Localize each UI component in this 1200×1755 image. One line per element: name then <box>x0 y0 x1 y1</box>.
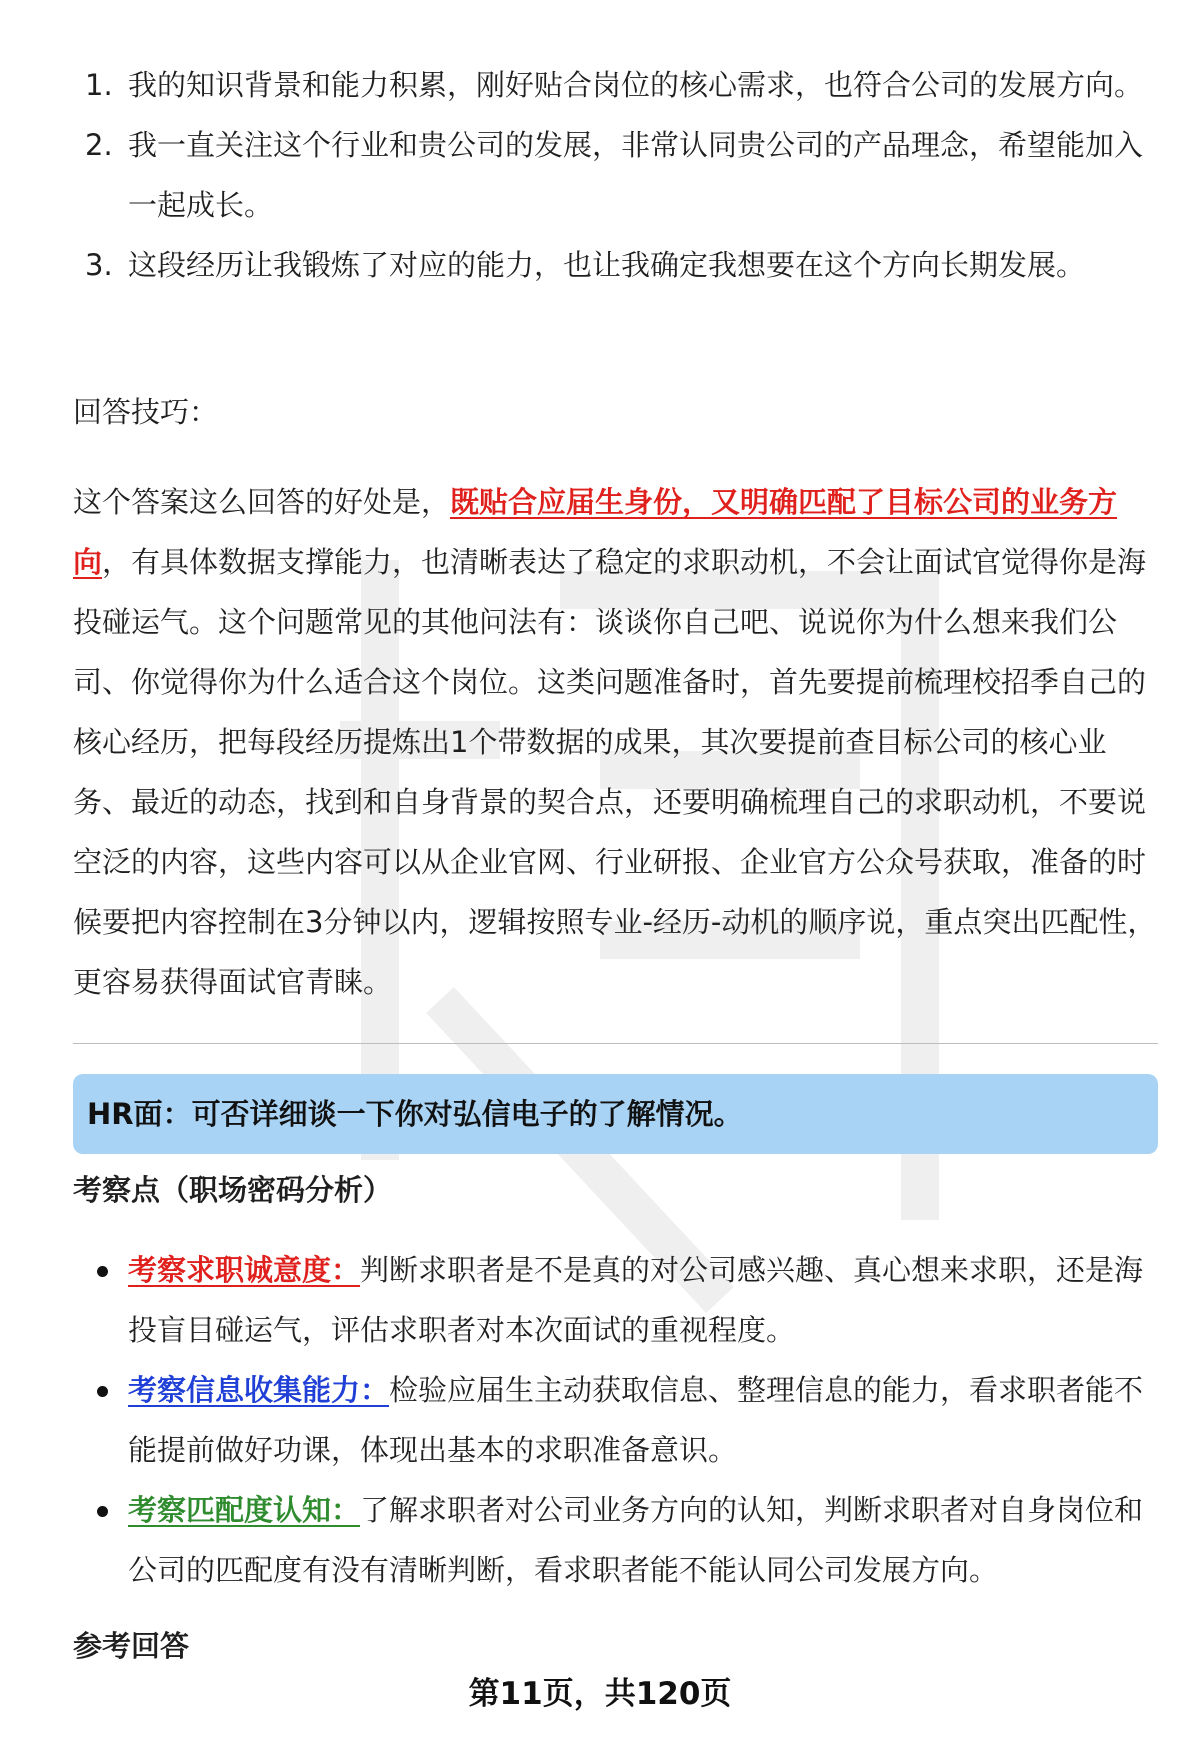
point-text: 判断求职者是不是真的对公司感兴趣、真心想来求职，还是海投盲目碰运气，评估求职者对本次面试的重视程度。 <box>128 1253 1144 1347</box>
tips-heading: 回答技巧： <box>73 395 219 429</box>
bullet-list <box>73 1240 1158 1600</box>
point-text: 检验应届生主动获取信息、整理信息的能力，看求职者能不能提前做好功课，体现出基本的求职准备意识。 <box>128 1373 1144 1467</box>
list-item-text: 这段经历让我锻炼了对应的能力，也让我确定我想要在这个方向长期发展。 <box>128 248 1086 282</box>
bullet-icon <box>97 1386 108 1397</box>
hr-question-box: HR面：可否详细谈一下你对弘信电子的了解情况。 <box>73 1074 1158 1154</box>
tips-prefix: 这个答案这么回答的好处是， <box>73 485 451 519</box>
reference-heading: 参考回答 <box>73 1629 190 1663</box>
list-item <box>73 55 1158 115</box>
list-number: 1. <box>85 68 113 102</box>
point-label: 考察求职诚意度： <box>128 1253 361 1287</box>
list-item <box>73 115 1158 235</box>
page-footer: 第11页，共120页 <box>468 1676 732 1712</box>
list-number: 3. <box>85 248 113 282</box>
numbered-list <box>73 55 1158 295</box>
list-number: 2. <box>85 128 113 162</box>
list-item-text: 我的知识背景和能力积累，刚好贴合岗位的核心需求，也符合公司的发展方向。 <box>128 68 1144 102</box>
tips-paragraph <box>73 472 1158 1012</box>
bullet-icon <box>97 1506 108 1517</box>
section-divider <box>73 1043 1158 1044</box>
bullet-icon <box>97 1266 108 1277</box>
list-item <box>73 1360 1158 1480</box>
tips-highlight: 既贴合应届生身份，又明确匹配了目标公司的业务方向 <box>73 485 1118 579</box>
list-item <box>73 235 1158 295</box>
list-item <box>73 1240 1158 1360</box>
point-text: 了解求职者对公司业务方向的认知，判断求职者对自身岗位和公司的匹配度有没有清晰判断，看求职者能不能认同公司发展方向。 <box>128 1493 1144 1587</box>
points-heading: 考察点（职场密码分析） <box>73 1173 393 1207</box>
list-item-text: 我一直关注这个行业和贵公司的发展，非常认同贵公司的产品理念，希望能加入一起成长。 <box>128 128 1144 222</box>
list-item <box>73 1480 1158 1600</box>
point-label: 考察匹配度认知： <box>128 1493 361 1527</box>
tips-rest: ，有具体数据支撑能力，也清晰表达了稳定的求职动机，不会让面试官觉得你是海投碰运气。这个问题常见的其他问法有：谈谈你自己吧、说说你为什么想来我们公司、你觉得你为什么适合这个岗位。这类问题准备时，首先要提前梳理校招季自己的核心经历，把每段经历提炼出1个带数据的成果，其次要提前查目标公司的核心业务、最近的动态，找到和自身背景的契合点，还要明确梳理自己的求职动机，不要说空泛的内容，这些内容可以从企业官网、行业研报、企业官方公众号获取，准备的时候要把内容控制在3分钟以内，逻辑按照专业-经历-动机的顺序说，重点突出匹配性，更容易获得面试官青睐。 <box>73 545 1157 999</box>
point-label: 考察信息收集能力： <box>128 1373 390 1407</box>
